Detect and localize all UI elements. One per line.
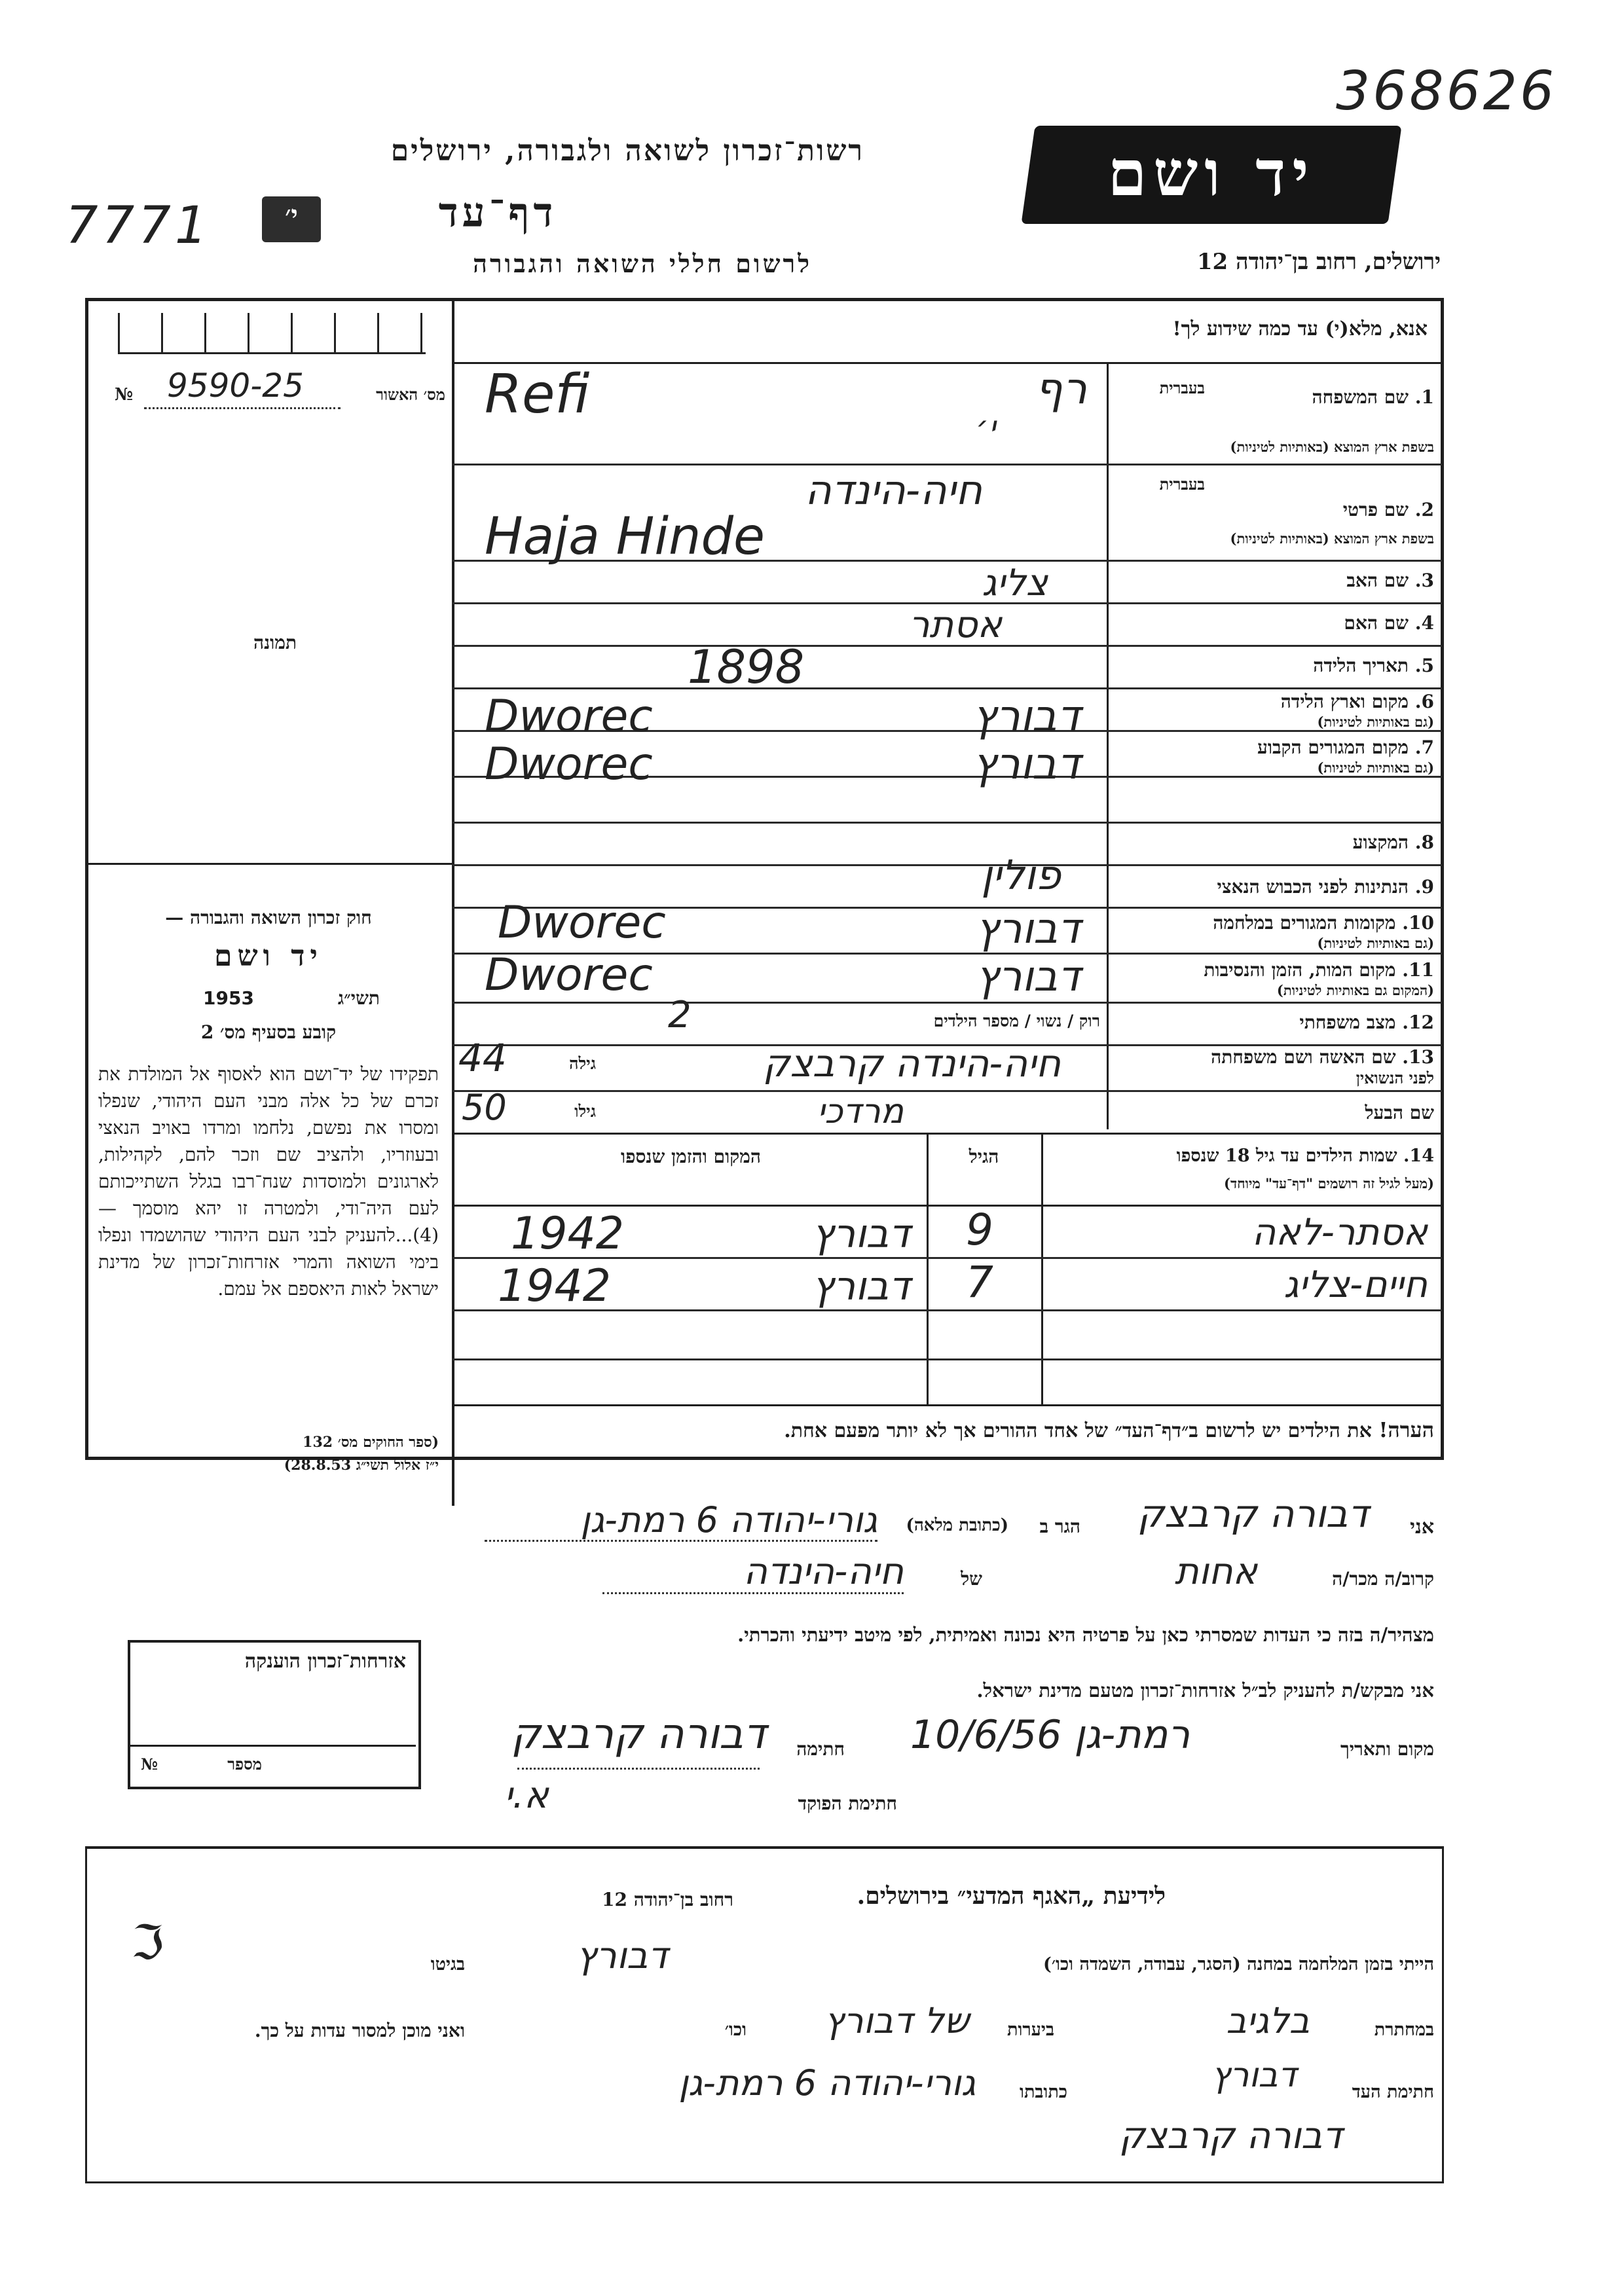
law-ref1: (ספר החוקים מס׳ 132 [303, 1434, 439, 1451]
field-6-hebrew-value: דבורץ [972, 691, 1080, 741]
field-9-label: 9. הנתינות לפני הכבוש הנאצי [1217, 876, 1434, 898]
field-13-label: 13. שם האשה ושם משפחתה [1211, 1046, 1434, 1068]
approval-no-sign: № [115, 385, 134, 405]
field-5-value: 1898 [688, 640, 805, 694]
printed-mark: י׳ [285, 200, 298, 230]
wife-age-label: גילה [569, 1054, 596, 1073]
forests-label: ביערות [1006, 2020, 1054, 2040]
form-subtitle: לרשום חללי השואה והגבורה [473, 249, 812, 278]
husband-age-label: גילו [574, 1102, 596, 1121]
witness-label: חתימת העד [1352, 2082, 1434, 2102]
field-6-latin-value: Dworec [485, 691, 653, 742]
ghetto-value: דבורץ [576, 1935, 668, 1977]
field-7-label: 7. מקום המגורים הקבוע [1257, 737, 1434, 758]
approval-digit-boxes [118, 313, 426, 354]
field-6-label: 6. מקום וארץ הלידה [1280, 691, 1434, 712]
field-7-sub: (גם באותיות לטיניות) [1317, 759, 1434, 776]
witness-address-label: כתובתו [1020, 2082, 1067, 2102]
children-col-place: המקום והזמן שנספו [621, 1146, 761, 1167]
field-4-value: אסתר [908, 604, 1002, 646]
field-13-sub: לפני הנשואין [1356, 1068, 1434, 1087]
decl-resides: הגר ב [1039, 1516, 1080, 1537]
wife-age: 44 [458, 1036, 507, 1080]
field-11-hebrew-value: דבורץ [975, 953, 1080, 1001]
archive-number: 368626 [1336, 60, 1557, 122]
field-1-extra: י׳ [976, 409, 996, 446]
field-2-label: 2. שם פרטי [1342, 499, 1434, 520]
bottom-address: רחוב בן־יהודה 12 [602, 1889, 733, 1910]
bottom-line1-label: הייתי בזמן המלחמה במחנה (הסגר, עבודה, השמדה וכו׳) [1043, 1954, 1434, 1975]
officer-signature-label: חתימת הפוקד [798, 1793, 897, 1814]
law-year: 1953 [203, 987, 254, 1009]
signature-label: חתימה [796, 1738, 845, 1760]
logo-text: יד ושם [1107, 136, 1316, 210]
field-4-label: 4. שם האם [1344, 612, 1434, 634]
citizenship-title: אזרחות־זכרון הוענקה [244, 1650, 406, 1673]
decl-relative-label: קרוב/ה מכר/ה [1332, 1568, 1434, 1590]
children-sub: (מעל לגיל זה רושמים "דף־עד" מיוחד) [1224, 1175, 1434, 1192]
forests-value: של דבורץ [824, 2000, 969, 2041]
field-1-lang-bottom: בשפת ארץ המוצא (באותיות לטיניות) [1230, 439, 1434, 455]
field-11-label: 11. מקום המות, הזמן והנסיבות [1204, 959, 1434, 981]
decl-name: דבורה קרבצק [1137, 1491, 1369, 1536]
bottom-title: לידיעת „האגף המדעי״ בירושלים. [857, 1882, 1166, 1910]
place-date-value: רמת-גן 10/6/56 [910, 1712, 1190, 1758]
field-12-label: 12. מצב משפחתי [1299, 1011, 1434, 1033]
field-6-sub: (גם באותיות לטיניות) [1317, 714, 1434, 730]
field-2-hebrew-value: חיה-הינדה [805, 466, 982, 514]
law-name: יד ושם [214, 939, 323, 973]
field-2-latin-value: Haja Hinde [485, 507, 765, 566]
field-7-hebrew-value: דבורץ [972, 738, 1080, 789]
field-9-value: פולין [981, 851, 1061, 899]
field-1-lang-top: בעברית [1159, 378, 1205, 397]
child-1-place: דבורץ [811, 1211, 910, 1257]
institution-name: רשות־זכרון לשואה ולגבורה, ירושלים [390, 134, 864, 168]
field-10-sub: (גם באותיות לטיניות) [1317, 935, 1434, 951]
field-7-latin-value: Dworec [485, 738, 653, 790]
note [471, 1417, 1434, 1442]
decl-i: אני [1410, 1516, 1434, 1539]
citizenship-number-label: מספר [227, 1755, 262, 1774]
citizenship-no-sign: № [141, 1755, 158, 1774]
children-col-age: הגיל [969, 1146, 999, 1167]
camp-value-mark: ℑ [131, 1915, 164, 1970]
witness-address: גורי-יהודה 6 רמת-גן [678, 2062, 976, 2104]
field-1-latin-value: Refi [485, 363, 590, 426]
decl-of: של [961, 1568, 982, 1590]
etc-label: וכו׳ [724, 2020, 747, 2040]
child-1-age: 9 [966, 1205, 993, 1255]
field-3-value: צליג [982, 562, 1048, 604]
declarant-signature: דבורה קרבצק [511, 1710, 766, 1758]
child-2-age: 7 [966, 1257, 993, 1307]
field-12-children-count: 2 [668, 994, 692, 1036]
intro-text: אנא, מלא(י) עד כמה שידוע לך! [1172, 318, 1428, 340]
decl-request: אני מבקש/ת להעניק לב״ל אזרחות־זכרון מטעם מדינת ישראל. [976, 1679, 1434, 1702]
field-2-lang-top: בעברית [1159, 475, 1205, 494]
in-ghetto-label: בגיטו [430, 1954, 465, 1975]
law-text: תפקידו של יד־ושם הוא לאסוף אל המולדת את זכרם של כל אלה מבני העם היהודי, שנפלו ומסרו את נפשם, נלחמו ומרדו באויב הנאצי ובעוזריו, ולהציב שם וזכר להם, לקהילות, לארגונים ולמוסדות שנח־רבו בגלל השתייכותם לעם היה־ודי, ולמטרה זו יהא מוסמך —(4)...להעניק לבני העם היהודי שהושמדו ונפלו בימי השואה והמרי אזרחות־זכרון של מדינת ישראל לאות היאספם אל עמם. [98, 1063, 439, 1300]
law-year-heb: תשי״ג [337, 987, 380, 1009]
witness-place: דבורץ [1211, 2056, 1297, 2095]
field-10-hebrew-value: דבורץ [975, 905, 1080, 953]
underground-label: במחתרת [1374, 2020, 1434, 2040]
form-title: דף־עד [438, 189, 557, 236]
child-2-place: דבורץ [811, 1264, 910, 1309]
decl-of-name: חיה-הינדה [743, 1550, 904, 1593]
wife-name: חיה-הינדה קרבצק [763, 1041, 1061, 1085]
child-2-name: חיים-צליג [1283, 1264, 1428, 1306]
husband-label: שם הבעל [1365, 1102, 1434, 1123]
husband-age: 50 [462, 1087, 507, 1128]
law-clause: קובע בסעיף מס׳ 2 [200, 1021, 337, 1043]
field-8-label: 8. המקצוע [1352, 831, 1434, 853]
child-1-year: 1942 [511, 1208, 625, 1260]
field-10-latin-value: Dworec [498, 897, 666, 949]
field-1-hebrew-value: רף [1035, 363, 1087, 414]
field-1-label: 1. שם המשפחה [1312, 386, 1434, 408]
field-11-sub: (המקום גם באותיות לטיניות) [1276, 982, 1434, 998]
child-2-year: 1942 [498, 1260, 612, 1312]
underground-value: בלגיב [1226, 2000, 1310, 2041]
place-date-label: מקום ותאריך [1340, 1738, 1434, 1760]
handwritten-ref: 7771 [65, 196, 212, 255]
field-10-label: 10. מקומות המגורים במלחמה [1213, 912, 1434, 934]
approval-label: מס׳ האשור [376, 385, 445, 404]
decl-address: גורי-יהודה 6 רמת-גן [580, 1499, 877, 1540]
note-label: הערה! [1378, 1417, 1434, 1442]
husband-name: מרדכי [817, 1092, 904, 1131]
field-12-options: רוק / נשוי / מספר הילדים [933, 1011, 1100, 1030]
field-2-lang-bottom: בשפת ארץ המוצא (באותיות לטיניות) [1230, 530, 1434, 547]
field-3-label: 3. שם האב [1346, 570, 1434, 591]
ready-text: ואני מוכן למסור עדות על כך. [254, 2020, 465, 2041]
field-5-label: 5. תאריך הלידה [1313, 655, 1434, 676]
children-label: 14. שמות הילדים עד גיל 18 שנספו [1176, 1146, 1434, 1166]
decl-relation: אחות [1174, 1550, 1257, 1593]
law-title: חוק זכרון השואה והגבורה — [165, 907, 372, 928]
field-11-latin-value: Dworec [485, 949, 653, 1001]
child-1-name: אסתר-לאה [1251, 1211, 1428, 1254]
witness-signature: דבורה קרבצק [1119, 2115, 1342, 2157]
decl-address-hint: (כתובת מלאה) [906, 1516, 1008, 1535]
note-text: את הילדים יש לרשום ב״דף־העד״ של אחד ההורים אך לא יותר מפעם אחת. [784, 1419, 1372, 1442]
law-ref2: י״ז אלול תשי״ג 28.8.53) [284, 1457, 439, 1474]
photo-label: תמונה [253, 632, 297, 653]
officer-signature: א.י [504, 1774, 549, 1817]
decl-statement: מצהיר/ה בזה כי העדות שמסרתי כאן על פרטיה היא נכונה ואמיתית, לפי מיטב ידיעתי והכרתי. [737, 1624, 1434, 1646]
address: ירושלים, רחוב בן־יהודה 12 [1196, 249, 1441, 275]
approval-value: 9590-25 [167, 367, 304, 405]
